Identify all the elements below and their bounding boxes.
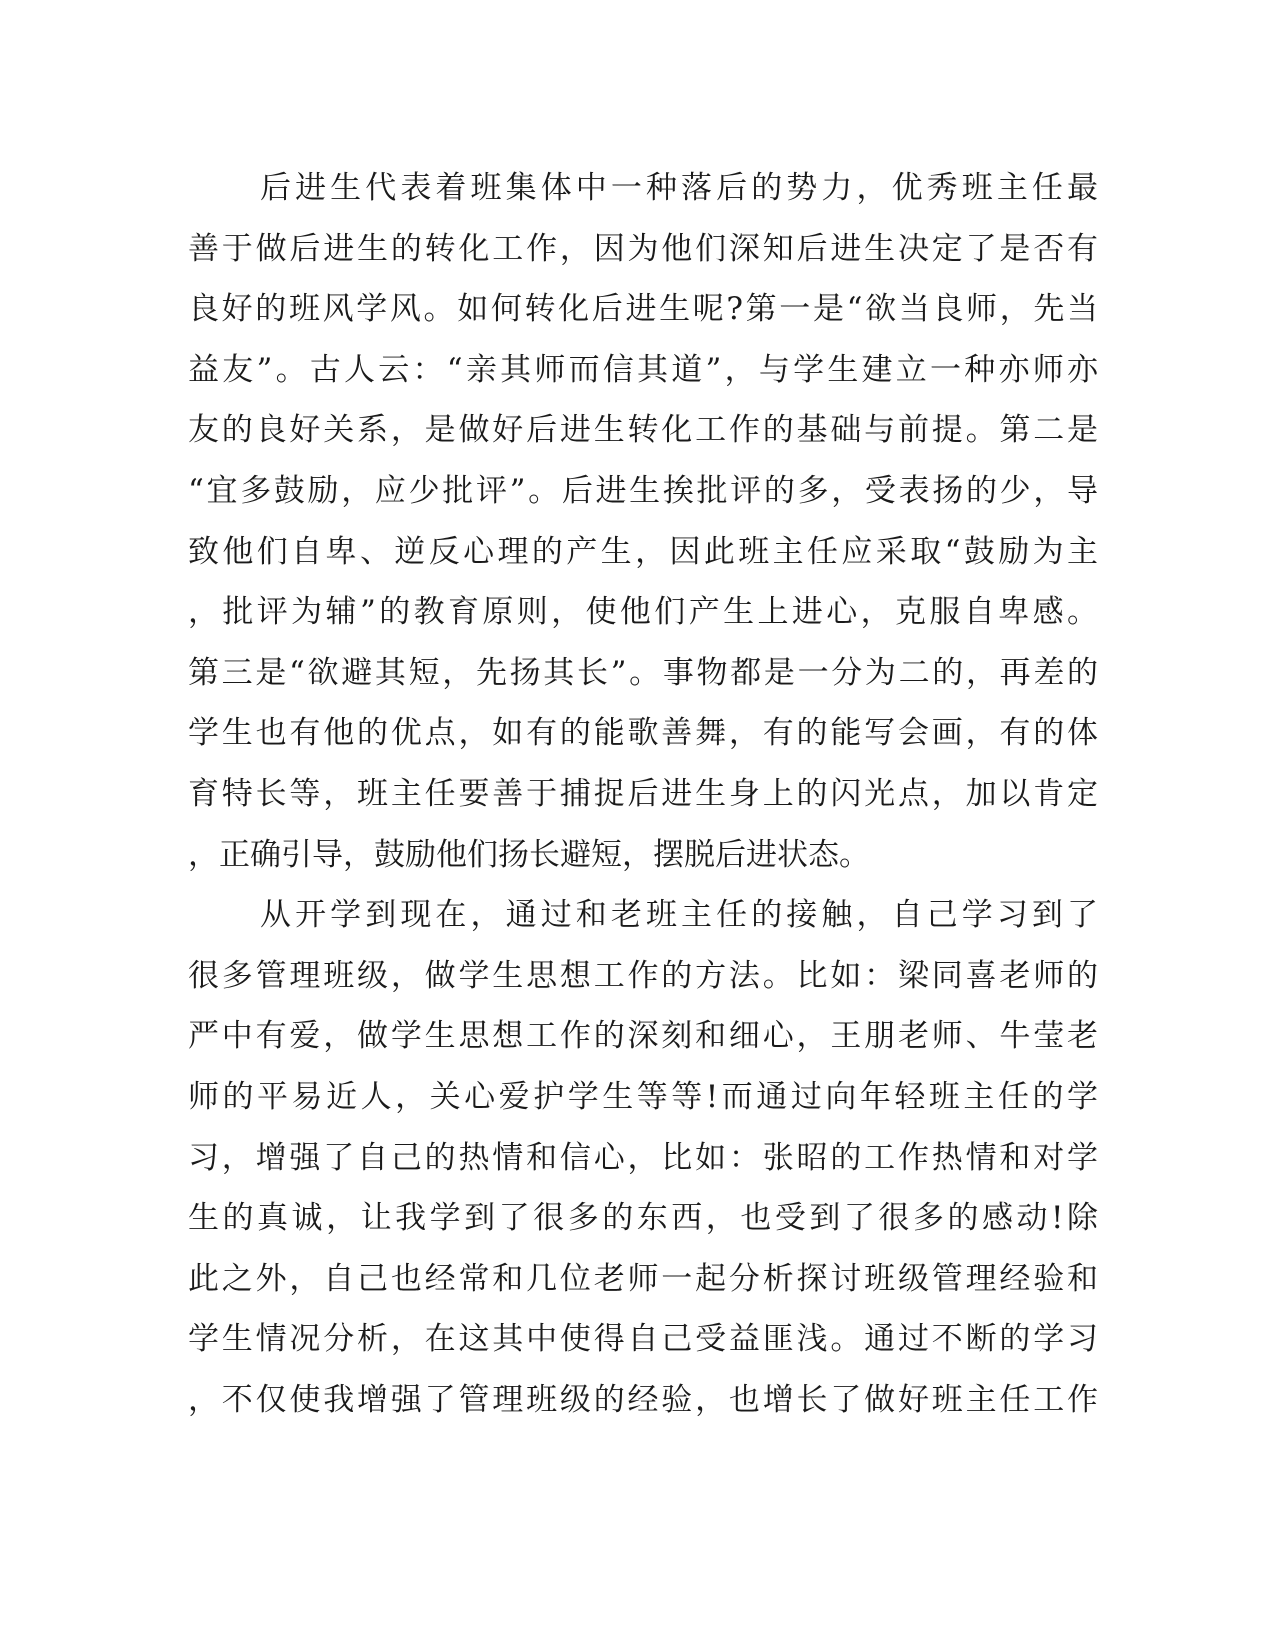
text-line: 严中有爱，做学生思想工作的深刻和细心，王朋老师、牛莹老 (188, 1018, 1098, 1055)
paragraph-2 (188, 885, 1098, 1430)
text-line: 习，增强了自己的热情和信心，比如：张昭的工作热情和对学 (188, 1139, 1098, 1176)
text-line: 良好的班风学风。如何转化后进生呢?第一是“欲当良师，先当 (188, 291, 1098, 328)
text-line: 师的平易近人，关心爱护学生等等!而通过向年轻班主任的学 (188, 1078, 1098, 1115)
text-line: 学生也有他的优点，如有的能歌善舞，有的能写会画，有的体 (188, 715, 1098, 752)
text-line: 很多管理班级，做学生思想工作的方法。比如：梁同喜老师的 (188, 957, 1098, 994)
text-line: 学生情况分析，在这其中使得自己受益匪浅。通过不断的学习 (188, 1321, 1098, 1358)
text-line: 益友”。古人云：“亲其师而信其道”，与学生建立一种亦师亦 (188, 351, 1098, 388)
text-line: 从开学到现在，通过和老班主任的接触，自己学习到了 (260, 897, 1098, 934)
text-line: 后进生代表着班集体中一种落后的势力，优秀班主任最 (260, 170, 1098, 206)
text-line: 此之外，自己也经常和几位老师一起分析探讨班级管理经验和 (188, 1260, 1098, 1297)
text-line: 善于做后进生的转化工作，因为他们深知后进生决定了是否有 (188, 230, 1098, 267)
text-line: ，正确引导，鼓励他们扬长避短，摆脱后进状态。 (188, 836, 870, 873)
paragraph-1 (188, 158, 1098, 885)
text-line: 致他们自卑、逆反心理的产生，因此班主任应采取“鼓励为主 (188, 533, 1098, 570)
text-line: 育特长等，班主任要善于捕捉后进生身上的闪光点，加以肯定 (188, 775, 1098, 812)
text-line: ，批评为辅”的教育原则，使他们产生上进心，克服自卑感。 (188, 594, 1098, 631)
body-text (188, 158, 1098, 1430)
text-line: “宜多鼓励，应少批评”。后进生挨批评的多，受表扬的少，导 (188, 472, 1098, 509)
text-line: 友的良好关系，是做好后进生转化工作的基础与前提。第二是 (188, 412, 1098, 449)
text-line: 第三是“欲避其短，先扬其长”。事物都是一分为二的，再差的 (188, 654, 1098, 691)
text-line: 生的真诚，让我学到了很多的东西，也受到了很多的感动!除 (188, 1200, 1098, 1237)
text-line: ，不仅使我增强了管理班级的经验，也增长了做好班主任工作 (188, 1381, 1098, 1418)
